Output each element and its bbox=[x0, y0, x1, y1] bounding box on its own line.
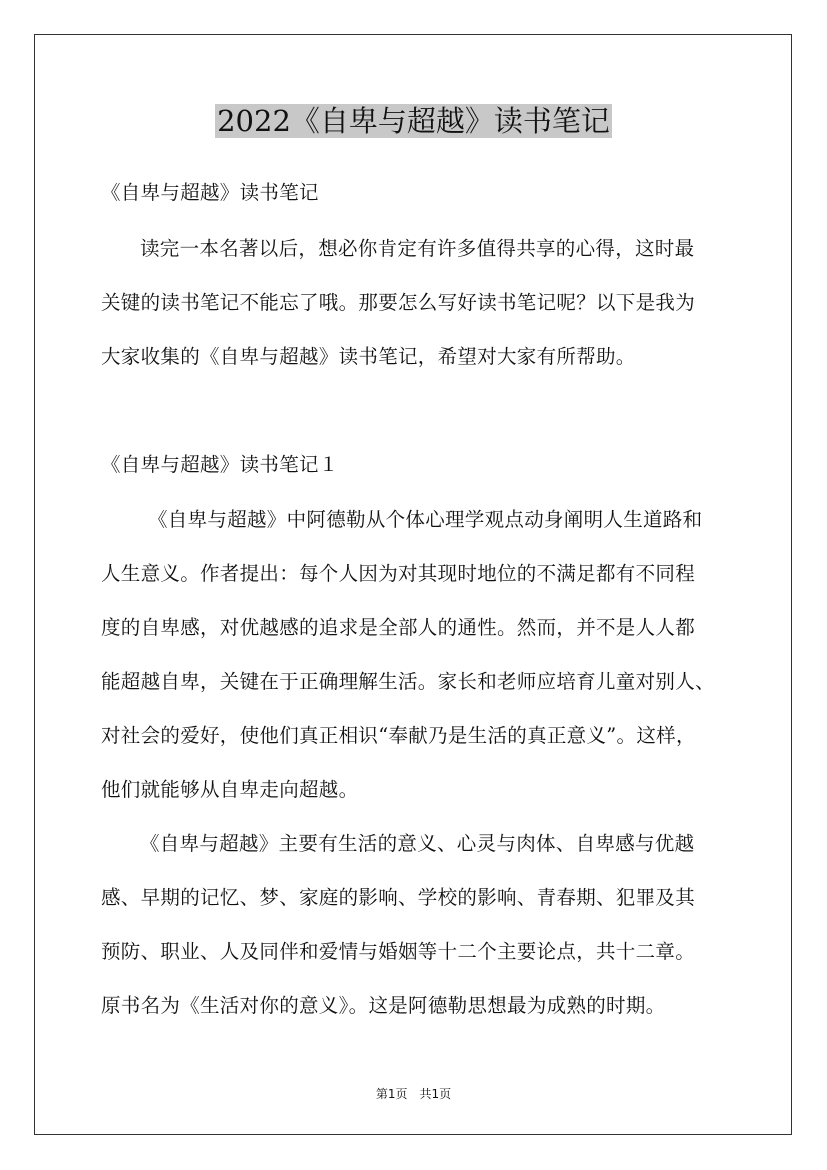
document-title: 2022《自卑与超越》读书笔记 bbox=[217, 104, 610, 138]
para2-line-2: 感、早期的记忆、梦、家庭的影响、学校的影响、青春期、犯罪及其 bbox=[101, 886, 696, 909]
para2-line-3: 预防、职业、人及同伴和爱情与婚姻等十二个主要论点，共十二章。 bbox=[101, 940, 696, 963]
intro-line-3: 大家收集的《自卑与超越》读书笔记，希望对大家有所帮助。 bbox=[101, 345, 636, 368]
para1-line-4: 能超越自卑，关键在于正确理解生活。家长和老师应培育儿童对别人、 bbox=[101, 670, 715, 693]
document-title-wrap bbox=[0, 100, 827, 142]
intro-line-1: 读完一本名著以后，想必你肯定有许多值得共享的心得，这时最 bbox=[140, 237, 695, 260]
para1-line-1: 《自卑与超越》中阿德勒从个体心理学观点动身阐明人生道路和 bbox=[148, 508, 703, 531]
section-heading: 《自卑与超越》读书笔记１ bbox=[101, 453, 339, 476]
page-footer: 第1页 共1页 bbox=[375, 1087, 452, 1101]
intro-line-2: 关键的读书笔记不能忘了哦。那要怎么写好读书笔记呢？以下是我为 bbox=[101, 291, 696, 314]
para1-line-2: 人生意义。作者提出：每个人因为对其现时地位的不满足都有不同程 bbox=[101, 562, 696, 585]
para1-line-3: 度的自卑感，对优越感的追求是全部人的通性。然而，并不是人人都 bbox=[101, 616, 696, 639]
document-subtitle: 《自卑与超越》读书笔记 bbox=[101, 181, 319, 204]
para2-line-1: 《自卑与超越》主要有生活的意义、心灵与肉体、自卑感与优越 bbox=[140, 832, 695, 855]
para2-line-4: 原书名为《生活对你的意义》。这是阿德勒思想最为成熟的时期。 bbox=[101, 994, 666, 1017]
para1-line-5: 对社会的爱好，使他们真正相识“奉献乃是生活的真正意义”。这样， bbox=[101, 724, 696, 747]
para1-line-6: 他们就能够从自卑走向超越。 bbox=[101, 778, 359, 801]
